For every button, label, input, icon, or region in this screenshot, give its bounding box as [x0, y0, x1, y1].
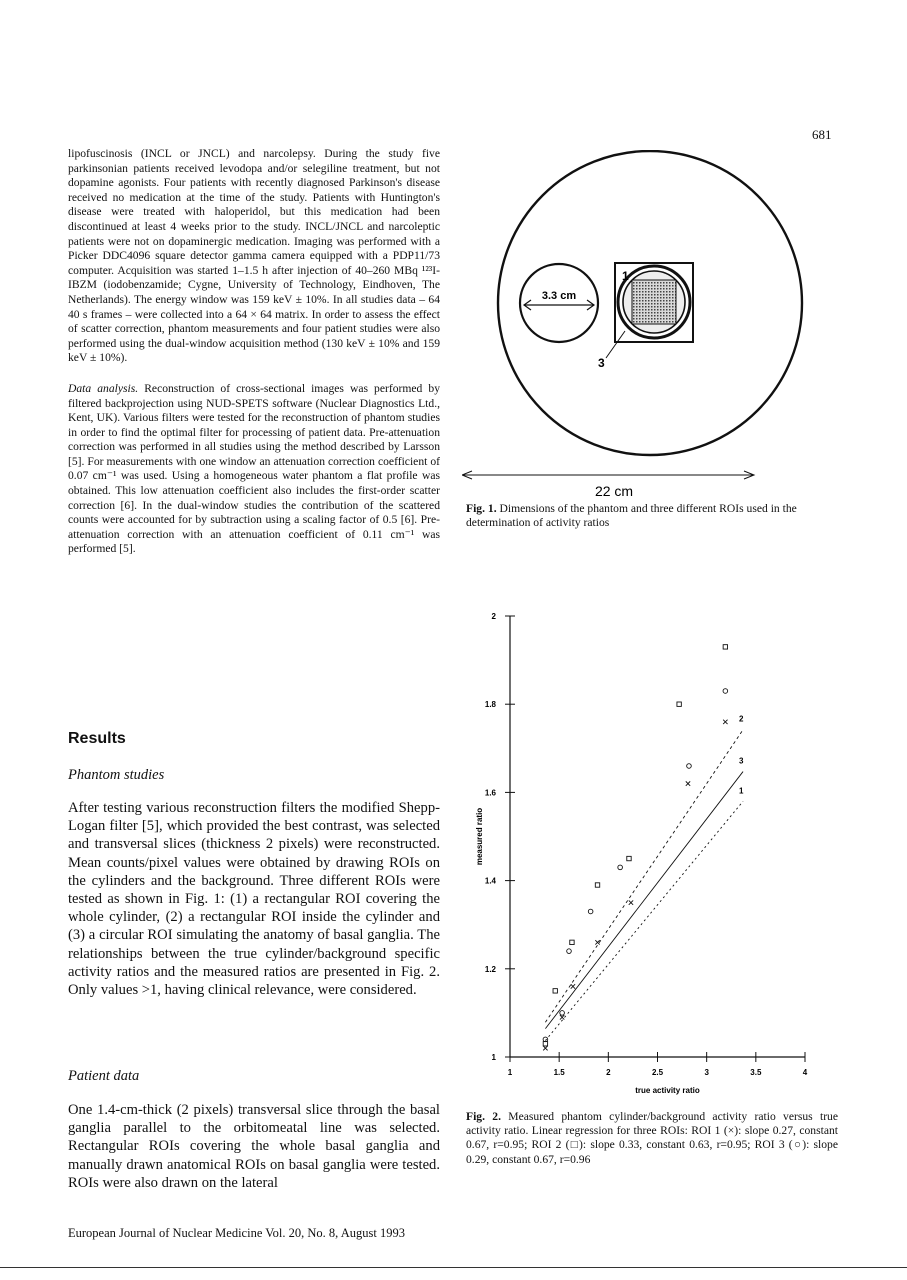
data-analysis-label: Data analysis.: [68, 381, 139, 395]
regression-lines: [545, 730, 743, 1041]
small-cylinder-circle: [520, 264, 598, 342]
point-circle: [618, 865, 623, 870]
x-tick-label: 1: [507, 1068, 513, 1077]
fig1-caption: [466, 502, 838, 530]
y-axis-title: measured ratio: [475, 807, 484, 866]
chart-labels: [739, 715, 744, 796]
roi-2-hatched-rectangle: [632, 280, 676, 324]
fig2-caption-label: Fig. 2.: [466, 1110, 501, 1123]
x-tick-label: 4: [802, 1068, 808, 1077]
point-cross: [571, 984, 575, 988]
point-cross: [686, 781, 690, 785]
y-tick-label: 2: [491, 612, 496, 621]
results-heading: Results: [68, 730, 126, 747]
fig1-caption-text: Dimensions of the phantom and three different ROIs used in the determination of activity ratios: [466, 502, 797, 530]
point-square: [595, 883, 599, 887]
regression-label-roi-1: 1: [739, 786, 744, 796]
point-square: [543, 1042, 547, 1046]
methods-text: [68, 147, 440, 573]
point-cross: [543, 1046, 547, 1050]
x-tick-label: 2: [606, 1068, 611, 1077]
y-tick-label: 1.2: [484, 964, 496, 974]
methods-paragraph: lipofuscinosis (INCL or JNCL) and narcolepsy. During the study five parkinsonian patients received levodopa and/or selegiline treatment, but not dopamine agonists. Four patients with recently diagnosed Parkinson's disease received no medication at the time of the study. Patients with Huntington's disease were treated with haloperidol, but this medication had been discontinued at least 4 weeks prior to the study. INCL/JNCL and narcoleptic patients were not on dopaminergic medication. Imaging was performed with a Picker DDC4096 square detector gamma camera equipped with a PDP11/73 computer. Acquisition was started 1–1.5 h after injection of 40–260 MBq ¹²³I-IBZM (iodobenzamide; Cygne, University of Technology, Eindhoven, The Netherlands). The energy window was 159 keV ± 10%. In all studies data – 64 40 s frames – were collected into a 64 × 64 matrix. In order to assess the effect of scatter correction, phantom measurements and four patient studies were also performed using the dual-window acquisition method (130 keV ± 10% and 159 keV ± 10%).: [68, 147, 440, 365]
chart-axes: [475, 612, 808, 1095]
footer-rule: [0, 1267, 907, 1268]
phantom-studies-heading: Phantom studies: [68, 767, 165, 783]
patient-data-text: One 1.4-cm-thick (2 pixels) transversal slice through the basal ganglia parallel to the orbitomeatal line was selected. Rectangular ROIs covering the whole basal ganglia and manually drawn anatomical ROIs on basal ganglia were tested. ROIs were also drawn on the lateral: [68, 1102, 440, 1191]
data-analysis-text: Reconstruction of cross-sectional images was performed by filtered backprojection using NUD-SPETS software (Nuclear Diagnostics Ltd., Kent, UK). Various filters were tested for the reconstruction of phantom studies in order to find the optimal filter for processing of patient data. Pre-attenuation correction was performed in all studies using the method described by Larsson [5]. For measurements with one window an attenuation correction coefficient of 0.07 cm⁻¹ was used. Using a homogeneous water phantom a flat profile was obtained. This low attenuation coefficient also includes the first-order scatter correction [6]. In the dual-window studies the contribution of the scattered counts were accounted for by subtraction using a scaling factor of 0.5 [6]. Pre-attenuation correction with an attenuation coefficient of 0.11 cm⁻¹ was performed [5].: [68, 381, 440, 556]
point-square: [553, 989, 557, 993]
y-tick-label: 1.4: [484, 876, 496, 886]
x-axis-title: true activity ratio: [635, 1086, 700, 1095]
fig2-caption: [466, 1110, 838, 1167]
x-tick-label: 1.5: [553, 1068, 565, 1077]
point-square: [627, 856, 631, 860]
point-square: [723, 645, 727, 649]
width-label: 22 cm: [594, 483, 634, 499]
activity-ratio-chart: [462, 598, 842, 1108]
point-circle: [543, 1037, 548, 1042]
point-circle: [588, 909, 593, 914]
point-square: [570, 940, 574, 944]
phantom-studies-paragraph: [68, 799, 440, 999]
page-number: 681: [812, 127, 832, 142]
phantom-diagram: [462, 150, 842, 500]
roi-1-label: 1: [622, 269, 629, 283]
x-tick-label: 3.5: [750, 1068, 762, 1077]
point-circle: [687, 764, 692, 769]
patient-data-paragraph: [68, 1101, 440, 1192]
regression-line-roi-3: [545, 772, 743, 1029]
y-tick-label: 1: [491, 1053, 496, 1062]
x-tick-label: 2.5: [651, 1068, 664, 1077]
point-cross: [629, 900, 633, 904]
point-circle: [723, 689, 728, 694]
point-circle: [560, 1011, 565, 1016]
roi-3-label: 3: [598, 356, 605, 370]
x-tick-label: 3: [704, 1068, 709, 1077]
regression-line-roi-2: [545, 730, 743, 1023]
point-cross: [723, 720, 727, 724]
small-cylinder-diameter-label: 3.3 cm: [541, 290, 577, 302]
patient-data-heading: Patient data: [68, 1068, 140, 1084]
data-points: [543, 645, 728, 1051]
y-tick-label: 1.6: [484, 788, 496, 798]
data-analysis-paragraph: [68, 382, 440, 557]
fig2-caption-text: Measured phantom cylinder/background activity ratio versus true activity ratio. Linear regression for three ROIs: ROI 1 (×): slope 0.27, constant 0.67, r=0.95; ROI 2 (□): slope 0.33, constant 0.63, r=0.95; ROI 3 (○): slope 0.29, constant 0.67, r=0.96: [466, 1110, 838, 1166]
y-tick-label: 1.8: [484, 700, 496, 710]
regression-line-roi-1: [545, 801, 743, 1040]
journal-footer: European Journal of Nuclear Medicine Vol. 20, No. 8, August 1993: [68, 1226, 405, 1240]
point-circle: [567, 949, 572, 954]
point-square: [677, 702, 681, 706]
point-cross: [560, 1015, 564, 1019]
phantom-studies-text: After testing various reconstruction filters the modified Shepp-Logan filter [5], which provided the best contrast, was selected and transversal slices (thickness 2 pixels) were reconstructed. Mean counts/pixel values were obtained by drawing ROIs on the cylinders and the background. Three different ROIs were tested as shown in Fig. 1: (1) a rectangular ROI covering the whole cylinder, (2) a rectangular ROI inside the cylinder and (3) a circular ROI simulating the anatomy of basal ganglia. The relationships between the true cylinder/background specific activity ratios and the measured ratios are presented in Fig. 2. Only values >1, having clinical relevance, were considered.: [68, 800, 440, 999]
regression-label-roi-3: 3: [739, 756, 744, 766]
fig1-caption-label: Fig. 1.: [466, 502, 497, 515]
regression-label-roi-2: 2: [739, 714, 744, 724]
